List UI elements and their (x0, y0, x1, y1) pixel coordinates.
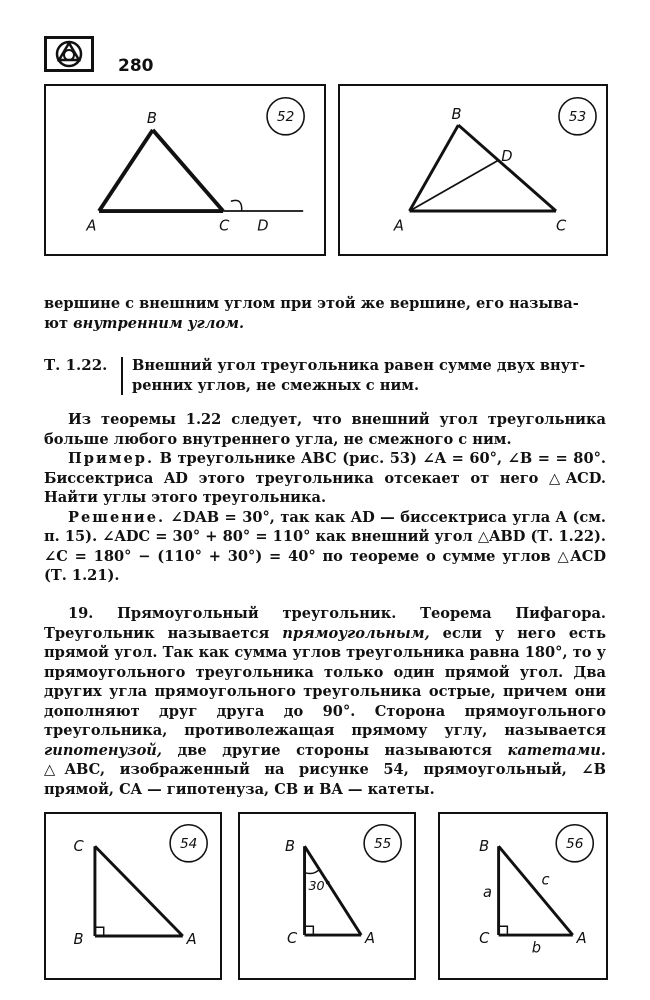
intro-term: внутренним углом. (73, 314, 245, 332)
section-19-heading: 19. Прямоугольный треугольник. Теорема Пифагора. (68, 605, 606, 622)
fig56-label-a-vertex: A (576, 929, 587, 947)
example-text: В треугольнике ABC (рис. 53) ∠A = 60°, ∠B = = 80°. Биссектриса AD этого треугольника отсекает от него △ACD. Найти углы этого треугольника. (44, 450, 606, 506)
logo-icon (44, 36, 94, 72)
solution-text: ∠DAB = 30°, так как AD — биссектриса угла A (см. п. 15). ∠ADC = 30° + 80° = 110° как внешний угол △ABD (Т. 1.22). ∠C = 180° − (110° + 30°) = 40° по теореме о сумме углов △ACD (Т. 1.21). (44, 508, 606, 584)
section-19-text-3: две другие стороны называются (162, 741, 508, 759)
fig53-side-ab (410, 125, 459, 211)
figure-55 (238, 812, 416, 980)
solution-heading: Решение. (68, 508, 166, 526)
theorem-label: Т. 1.22. (44, 356, 108, 374)
fig52-label-a: A (86, 217, 97, 235)
fig53-label-c: C (556, 217, 567, 235)
body-text (44, 410, 606, 586)
fig54-number: 54 (179, 836, 198, 853)
fig55-angle-arc (305, 870, 320, 874)
fig56-label-b: B (479, 838, 490, 856)
fig54-label-c: C (73, 838, 84, 856)
intro-line-1: вершине с внешним углом при этой же вершине, его называ- (44, 295, 579, 312)
fig53-number: 53 (568, 109, 587, 126)
fig53-label-a: A (393, 217, 404, 235)
theorem-divider (121, 357, 123, 395)
fig52-exterior-angle-arc (231, 200, 242, 211)
fig54-side-ca (95, 846, 183, 936)
fig56-side-ba (499, 846, 573, 935)
page-number: 280 (118, 56, 154, 76)
solution-paragraph (44, 508, 606, 586)
fig52-number: 52 (276, 109, 295, 126)
figure-56 (438, 812, 608, 980)
fig56-label-side-a: a (482, 883, 492, 901)
consequence-paragraph: Из теоремы 1.22 следует, что внешний угол треугольника больше любого внутреннего угла, не смежного с ним. (44, 411, 606, 448)
intro-line-2: ют (44, 314, 74, 332)
example-paragraph (44, 449, 606, 508)
figure-54 (44, 812, 222, 980)
figure-53 (338, 84, 608, 256)
fig56-label-c-vertex: C (479, 929, 490, 947)
fig53-side-bc (458, 125, 556, 211)
example-heading: Пример. (68, 450, 155, 467)
fig55-label-c: C (286, 929, 298, 947)
fig52-label-b: B (146, 110, 157, 128)
fig52-side-bc (153, 130, 223, 211)
theorem-statement (132, 356, 606, 395)
fig56-number: 56 (566, 836, 584, 853)
fig53-label-b: B (451, 106, 462, 124)
fig53-label-d: D (501, 148, 513, 166)
intro-paragraph (44, 294, 606, 333)
fig55-label-a: A (365, 929, 376, 947)
fig54-label-a: A (186, 930, 197, 948)
section-19-text-4: △ABC, изображенный на рисунке 54, прямоугольный, ∠B прямой, CA — гипотенуза, CB и BA — катеты. (44, 761, 606, 798)
term-legs: катетами. (507, 741, 606, 759)
fig56-label-side-b: b (531, 939, 542, 957)
fig55-number: 55 (373, 836, 392, 853)
term-right-triangle: прямоугольным, (282, 624, 430, 642)
theorem-line-2: ренних углов, не смежных с ним. (132, 376, 420, 394)
section-19 (44, 604, 606, 799)
fig56-label-side-c: c (541, 871, 550, 889)
fig52-side-ab (99, 130, 153, 211)
fig52-label-d: D (257, 217, 269, 235)
section-19-text-1: Треугольник называется (44, 624, 283, 642)
theorem-line-1: Внешний угол треугольника равен сумме двух внут- (132, 357, 586, 374)
fig55-angle-label: 30° (308, 878, 331, 894)
fig54-label-b: B (73, 930, 84, 948)
figure-52 (44, 84, 326, 256)
fig52-label-c: C (219, 217, 230, 235)
fig55-label-b: B (285, 838, 296, 856)
term-hypotenuse: гипотенузой, (44, 741, 162, 759)
section-19-text-2: если у него есть прямой угол. Так как сумма углов треугольника равна 180°, то у прямоугольного треугольника только один прямой угол. Два других угла прямоугольного треугольника острые, причем они дополняют друг друга до 90°. Сторона прямоугольного треугольника, противолежащая прямому углу, называется (44, 624, 606, 739)
